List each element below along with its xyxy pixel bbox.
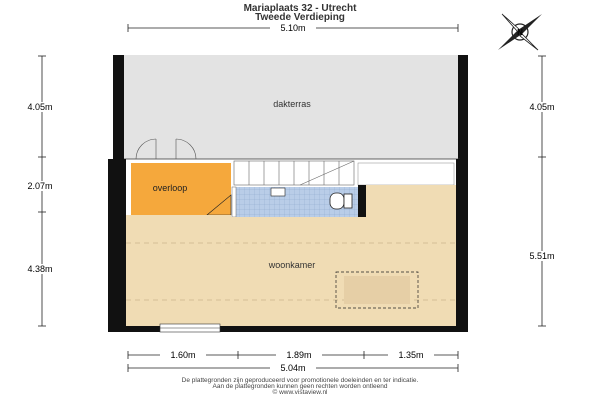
wall-left-lower (108, 159, 126, 331)
room-label-dakterras: dakterras (273, 99, 311, 109)
dim-bottom-total: 5.04m (280, 363, 306, 373)
dim-bottom-seg2: 1.89m (286, 350, 312, 360)
room-label-overloop: overloop (152, 183, 188, 193)
disclaimer-line-2: Aan de plattegronden kunnen geen rechten worden ontleend (212, 383, 388, 390)
left-dimensions (18, 56, 62, 326)
bathroom-wall (358, 185, 366, 217)
top-width-dimension (128, 23, 458, 33)
wall-left-upper (113, 55, 124, 161)
compass-letter: N (517, 28, 523, 37)
compass-icon (498, 14, 542, 50)
floor-title: Tweede Verdieping (255, 12, 345, 23)
bathroom-door (232, 187, 236, 217)
staircase (234, 161, 354, 185)
dim-top-width: 5.10m (280, 23, 306, 33)
bottom-dimensions (128, 350, 458, 373)
wall-right-lower (456, 159, 468, 331)
room-label-woonkamer: woonkamer (268, 260, 316, 270)
address-title: Mariaplaats 32 - Utrecht (243, 3, 357, 14)
dim-left-bottom: 4.38m (27, 264, 53, 274)
dim-right-bottom: 5.51m (529, 251, 555, 261)
right-dimensions (520, 56, 566, 326)
sink-icon (271, 188, 285, 196)
wall-right-upper (458, 55, 468, 161)
disclaimer-line-1: De plattegronden zijn geproduceerd voor promotionele doeleinden en ter indicatie. (181, 377, 419, 384)
dim-bottom-seg3: 1.35m (398, 350, 424, 360)
toilet-icon (330, 193, 352, 209)
roof-window (336, 272, 418, 308)
copyright-line: © www.vistaview.nl (272, 389, 328, 396)
dim-left-top: 4.05m (27, 102, 53, 112)
dim-bottom-seg1: 1.60m (170, 350, 196, 360)
dim-left-mid: 2.07m (27, 181, 53, 191)
storage-strip (358, 163, 454, 185)
dim-right-top: 4.05m (529, 102, 555, 112)
